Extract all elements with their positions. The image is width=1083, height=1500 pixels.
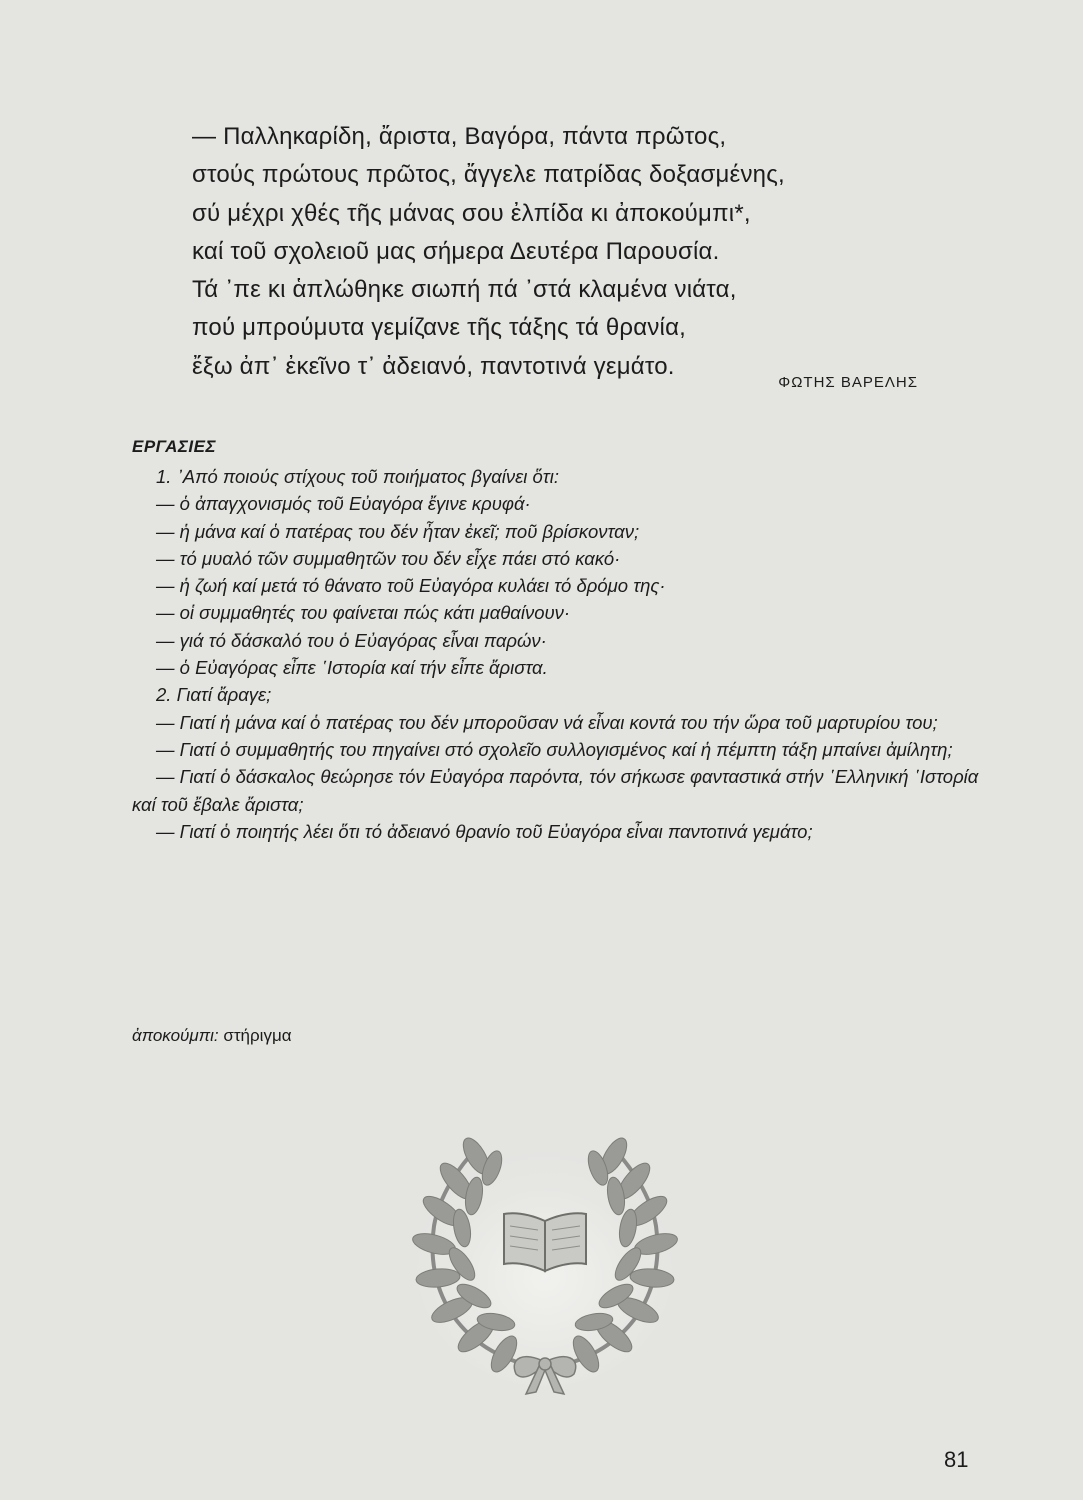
poem-line: στούς πρώτους πρῶτος, ἄγγελε πατρίδας δοξασμένης,	[192, 161, 785, 189]
poem-author: ΦΩΤΗΣ ΒΑΡΕΛΗΣ	[778, 374, 918, 391]
poem-line: ἔξω ἀπ᾽ ἐκεῖνο τ᾽ ἀδειανό, παντοτινά γεμάτο.	[192, 352, 675, 380]
poem-line: Τά ᾽πε κι ἁπλώθηκε σιωπή πά ᾽στά κλαμένα νιάτα,	[192, 276, 737, 304]
question-2-item: — Γιατί ὁ δάσκαλος θεώρησε τόν Εὐαγόρα παρόντα, τόν σήκωσε φανταστικά στήν ῾Ελληνική ῾Ιστορία καί τοῦ ἔβαλε ἄριστα;	[132, 766, 979, 815]
question-1-item: — γιά τό δάσκαλό του ὁ Εὐαγόρας εἶναι παρών·	[156, 629, 547, 651]
question-1-item: — ἡ μάνα καί ὁ πατέρας του δέν ἦταν ἐκεῖ; ποῦ βρίσκονταν;	[156, 520, 640, 542]
exercises-section	[132, 437, 982, 845]
question-1-item: — οἱ συμμαθητές του φαίνεται πώς κάτι μαθαίνουν·	[156, 602, 571, 624]
poem-line: καί τοῦ σχολειοῦ μας σήμερα Δευτέρα Παρουσία.	[192, 237, 720, 265]
question-1-item: — τό μυαλό τῶν συμμαθητῶν του δέν εἶχε πάει στό κακό·	[156, 547, 621, 569]
exercises-heading: ΕΡΓΑΣΙΕΣ	[132, 437, 216, 456]
question-1-item: — ὁ Εὐαγόρας εἶπε ῾Ιστορία καί τήν εἶπε ἄριστα.	[156, 657, 548, 679]
poem-line: πού μπρούμυτα γεμίζανε τῆς τάξης τά θρανία,	[192, 314, 687, 342]
page-number: 81	[944, 1447, 969, 1472]
footnote	[132, 1026, 292, 1046]
question-2-item: — Γιατί ἡ μάνα καί ὁ πατέρας του δέν μποροῦσαν νά εἶναι κοντά του τήν ὥρα τοῦ μαρτυρίου του;	[156, 711, 938, 733]
question-2-item: — Γιατί ὁ συμμαθητής του πηγαίνει στό σχολεῖο συλλογισμένος καί ἡ πέμπτη τάξη μπαίνει ἀμίλητη;	[156, 738, 953, 760]
footnote-definition: στήριγμα	[223, 1026, 292, 1045]
poem-line: — Παλληκαρίδη, ἄριστα, Βαγόρα, πάντα πρῶτος,	[192, 123, 727, 150]
question-2-item: — Γιατί ὁ ποιητής λέει ὅτι τό ἀδειανό θρανίο τοῦ Εὐαγόρα εἶναι παντοτινά γεμάτο;	[156, 820, 813, 842]
poem-line: σύ μέχρι χθές τῆς μάνας σου ἐλπίδα κι ἀποκούμπι*,	[192, 199, 751, 227]
question-1: 1. ᾽Από ποιούς στίχους τοῦ ποιήματος βγαίνει ὅτι:	[156, 466, 559, 487]
poem-excerpt	[192, 118, 952, 386]
footnote-term: ἀποκούμπι:	[132, 1026, 219, 1045]
laurel-wreath-book-icon	[404, 1126, 686, 1396]
question-1-item: — ἡ ζωή καί μετά τό θάνατο τοῦ Εὐαγόρα κυλάει τό δρόμο της·	[156, 575, 666, 597]
question-1-item: — ὁ ἀπαγχονισμός τοῦ Εὐαγόρα ἔγινε κρυφά·	[156, 493, 531, 515]
question-2: 2. Γιατί ἄραγε;	[156, 684, 272, 706]
